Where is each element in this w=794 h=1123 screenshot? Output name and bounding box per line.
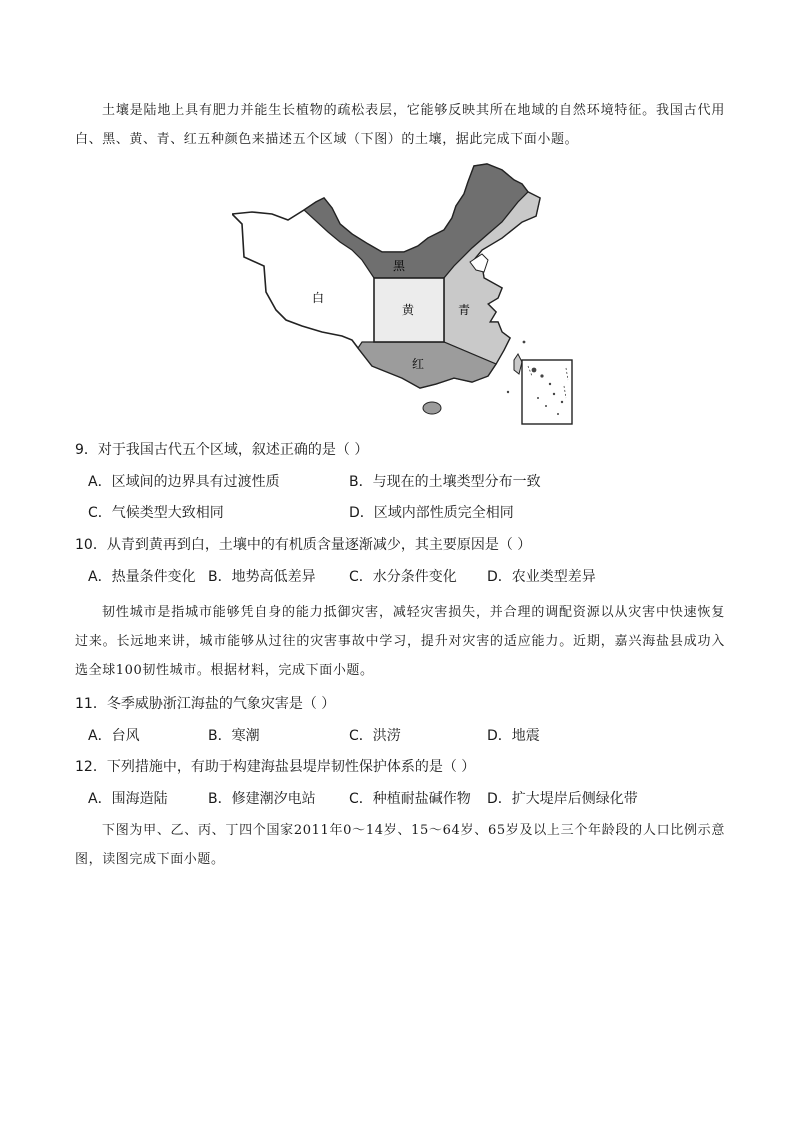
question-12-option-d[interactable]: D．扩大堤岸后侧绿化带 [487,791,638,807]
question-10-option-b[interactable]: B．地势高低差异 [208,569,316,585]
population-passage: 下图为甲、乙、丙、丁四个国家2011年0～14岁、15～64岁、65岁及以上三个年龄段的人口比例示意图，读图完成下面小题。 [75,823,725,867]
question-12-option-b[interactable]: B．修建潮汐电站 [208,791,316,807]
island-dot [507,391,509,393]
question-10-option-d[interactable]: D．农业类型差异 [487,569,596,585]
island-dot [523,341,526,344]
label-green: 青 [458,303,471,317]
question-12-option-a[interactable]: A．围海造陆 [88,791,168,807]
question-11-option-a[interactable]: A．台风 [88,728,140,744]
question-9-option-c[interactable]: C．气候类型大致相同 [88,505,224,521]
question-12-option-c[interactable]: C．种植耐盐碱作物 [349,791,471,807]
question-11-stem: 11．冬季威胁浙江海盐的气象灾害是（ ） [75,696,336,712]
question-9-option-d[interactable]: D．区域内部性质完全相同 [349,505,514,521]
taiwan-island [514,354,522,374]
question-11-option-d[interactable]: D．地震 [487,728,540,744]
label-yellow: 黄 [402,303,415,317]
question-11-option-c[interactable]: C．洪涝 [349,728,401,744]
label-white: 白 [312,291,325,305]
china-soil-map [232,162,582,430]
resilient-city-passage: 韧性城市是指城市能够凭自身的能力抵御灾害，减轻灾害损失，并合理的调配资源以从灾害中快速恢复过来。长远地来讲，城市能够从过往的灾害事故中学习，提升对灾害的适应能力。近期，嘉兴海盐县成功入选全球100韧性城市。根据材料，完成下面小题。 [75,605,725,678]
china-map-svg [232,162,582,430]
question-10-option-c[interactable]: C．水分条件变化 [349,569,457,585]
hainan-island [423,402,441,414]
question-10-stem: 10．从青到黄再到白，土壤中的有机质含量逐渐减少，其主要原因是（ ） [75,537,532,553]
question-12-stem: 12．下列措施中，有助于构建海盐县堤岸韧性保护体系的是（ ） [75,759,476,775]
label-red: 红 [412,357,425,371]
label-black: 黑 [393,259,406,273]
question-10-option-a[interactable]: A．热量条件变化 [88,569,196,585]
question-9-option-a[interactable]: A．区域间的边界具有过渡性质 [88,474,280,490]
question-9-stem: 9．对于我国古代五个区域，叙述正确的是（ ） [75,442,369,458]
question-11-option-b[interactable]: B．寒潮 [208,728,260,744]
soil-passage: 土壤是陆地上具有肥力并能生长植物的疏松表层，它能够反映其所在地域的自然环境特征。我国古代用白、黑、黄、青、红五种颜色来描述五个区域（下图）的土壤，据此完成下面小题。 [75,103,725,147]
south-sea-inset [522,360,572,424]
question-9-option-b[interactable]: B．与现在的土壤类型分布一致 [349,474,541,490]
